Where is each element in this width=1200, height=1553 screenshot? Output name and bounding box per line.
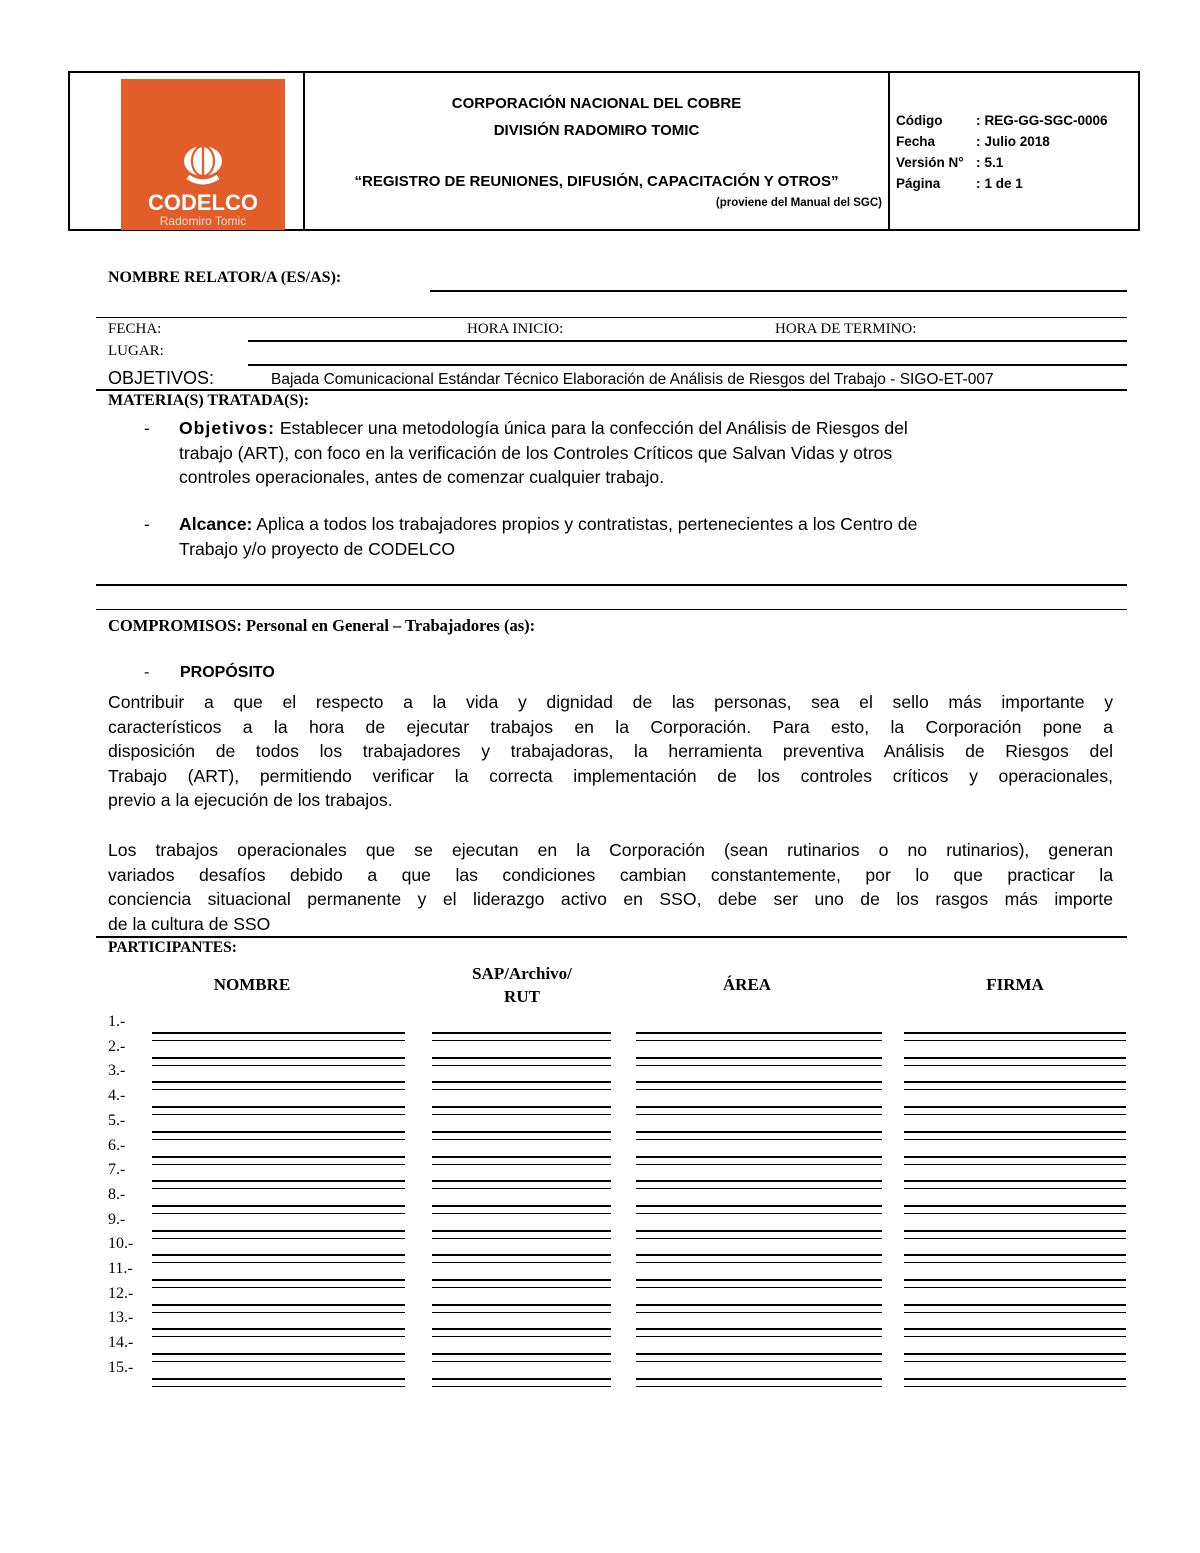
compromisos-label: COMPROMISOS: Personal en General – Trabajadores (as): [108, 616, 536, 635]
materia-line [179, 416, 1099, 441]
participant-area-line [636, 1386, 882, 1387]
participant-nombre-line[interactable] [152, 1353, 405, 1355]
paragraph-line: Contribuir a que el respecto a la vida y dignidad de las personas, sea el sello más importante y [108, 692, 1113, 712]
participant-area-line [636, 1188, 882, 1189]
participant-row-number: 5.- [108, 1111, 126, 1129]
meta-value: REG-GG-SGC-0006 [984, 113, 1108, 128]
meta-value: 1 de 1 [984, 176, 1023, 191]
participant-nombre-line [152, 1386, 405, 1387]
section-rule [96, 609, 1127, 610]
participant-sap-line [432, 1361, 611, 1362]
col-header-area: ÁREA [722, 975, 772, 994]
participant-area-line[interactable] [636, 1131, 882, 1133]
participant-area-line [636, 1287, 882, 1288]
participant-row-number: 2.- [108, 1037, 126, 1055]
paragraph-line: conciencia situacional permanente y el liderazgo activo en SSO, debe ser uno de los rasgos más importe [108, 889, 1113, 909]
participant-sap-line [432, 1040, 611, 1041]
participant-nombre-line[interactable] [152, 1254, 405, 1256]
lugar-label: LUGAR: [108, 343, 164, 359]
participant-area-line[interactable] [636, 1230, 882, 1232]
meta-row [896, 152, 1112, 173]
proposito-paragraph-1 [108, 690, 1113, 813]
participant-firma-line [904, 1114, 1126, 1115]
lugar-input-line[interactable] [248, 364, 1127, 366]
participant-area-line [636, 1262, 882, 1263]
participant-sap-line [432, 1089, 611, 1090]
participant-area-line[interactable] [636, 1205, 882, 1207]
meta-label: Versión N° [896, 155, 964, 170]
participant-firma-line [904, 1287, 1126, 1288]
hora-termino-label: HORA DE TERMINO: [775, 321, 917, 337]
fecha-label: FECHA: [108, 321, 162, 337]
participant-sap-line[interactable] [432, 1230, 611, 1232]
meta-row [896, 173, 1112, 194]
participant-area-line[interactable] [636, 1081, 882, 1083]
participant-sap-line[interactable] [432, 1131, 611, 1133]
participant-sap-line[interactable] [432, 1328, 611, 1330]
participant-sap-line[interactable] [432, 1156, 611, 1158]
paragraph-line: característicos a la hora de ejecutar trabajos en la Corporación. Para esto, la Corporación pone a [108, 716, 1113, 737]
participant-firma-line [904, 1139, 1126, 1140]
participant-sap-line[interactable] [432, 1180, 611, 1182]
participant-area-line[interactable] [636, 1156, 882, 1158]
participant-nombre-line[interactable] [152, 1081, 405, 1083]
participant-area-line[interactable] [636, 1032, 882, 1034]
participant-area-line[interactable] [636, 1180, 882, 1182]
participant-area-line [636, 1336, 882, 1337]
participant-area-line [636, 1139, 882, 1140]
participant-area-line[interactable] [636, 1328, 882, 1330]
participant-row-number: 4.- [108, 1087, 126, 1105]
participant-sap-line[interactable] [432, 1032, 611, 1034]
participant-area-line [636, 1089, 882, 1090]
participant-firma-line[interactable] [904, 1279, 1126, 1281]
participant-firma-line[interactable] [904, 1131, 1126, 1133]
hora-inicio-label: HORA INICIO: [467, 321, 564, 337]
document-meta [896, 110, 1112, 194]
meta-row [896, 131, 1112, 152]
materia-item-title: Objetivos: [179, 418, 276, 438]
participant-nombre-line[interactable] [152, 1156, 405, 1158]
document-header [68, 71, 1140, 231]
participant-area-line[interactable] [636, 1057, 882, 1059]
division-name: DIVISIÓN RADOMIRO TOMIC [493, 122, 700, 139]
proposito-paragraph-2 [108, 838, 1113, 936]
materia-line [179, 512, 1099, 537]
col-header-sap-line: SAP/Archivo/ [472, 964, 572, 983]
participant-firma-line [904, 1238, 1126, 1239]
participant-row-number: 1.- [108, 1013, 126, 1030]
participant-firma-line [904, 1361, 1126, 1362]
section-rule [96, 317, 1127, 318]
participant-nombre-line[interactable] [152, 1057, 405, 1059]
participant-firma-line[interactable] [904, 1180, 1126, 1182]
participant-row-number: 3.- [108, 1062, 126, 1080]
relator-input-line[interactable] [430, 290, 1127, 292]
participant-area-line [636, 1164, 882, 1165]
section-rule [96, 584, 1127, 586]
participant-nombre-line[interactable] [152, 1230, 405, 1232]
materia-line: trabajo (ART), con foco en la verificación de los Controles Críticos que Salvan Vidas y otros [179, 442, 893, 463]
participant-nombre-line[interactable] [152, 1205, 405, 1207]
materia-bullet: - [144, 514, 150, 534]
materia-item-alcance [179, 512, 1099, 561]
materia-item-text: Establecer una metodología única para la confección del Análisis de Riesgos del [275, 418, 908, 438]
meta-row [896, 110, 1112, 131]
participant-firma-line [904, 1336, 1126, 1337]
participant-firma-line[interactable] [904, 1057, 1126, 1059]
participant-sap-line[interactable] [432, 1081, 611, 1083]
participant-nombre-line[interactable] [152, 1032, 405, 1034]
participant-area-line[interactable] [636, 1254, 882, 1256]
proposito-title: PROPÓSITO [180, 664, 275, 681]
participant-nombre-line [152, 1262, 405, 1263]
paragraph-line: previo a la ejecución de los trabajos. [108, 790, 393, 810]
section-rule [96, 936, 1127, 938]
participant-firma-line[interactable] [904, 1353, 1126, 1355]
paragraph-line: variados desafíos debido a que las condiciones cambian constantemente, por lo que practicar la [108, 864, 1113, 885]
participant-firma-line[interactable] [904, 1328, 1126, 1330]
objetivos-input-line [96, 389, 1127, 391]
relator-label: NOMBRE RELATOR/A (ES/AS): [108, 269, 342, 286]
participant-sap-line [432, 1114, 611, 1115]
participant-firma-line[interactable] [904, 1254, 1126, 1256]
participant-sap-line [432, 1262, 611, 1263]
participant-nombre-line [152, 1213, 405, 1214]
participant-area-line [636, 1361, 882, 1362]
participant-area-line [636, 1040, 882, 1041]
meta-sep: : [976, 134, 981, 149]
meta-value: 5.1 [984, 155, 1004, 170]
participant-row-number: 13.- [108, 1309, 134, 1327]
paragraph-line: disposición de todos los trabajadores y trabajadoras, la herramienta preventiva Análisis de Riesgos del [108, 741, 1113, 761]
participant-row-number: 8.- [108, 1185, 126, 1203]
participant-row-number: 9.- [108, 1210, 126, 1228]
participant-area-line[interactable] [636, 1279, 882, 1281]
col-header-firma: FIRMA [986, 975, 1044, 994]
participant-nombre-line[interactable] [152, 1328, 405, 1330]
participant-firma-line [904, 1089, 1126, 1090]
participant-area-line [636, 1312, 882, 1313]
participant-firma-line[interactable] [904, 1205, 1126, 1207]
col-header-sap-line: RUT [504, 987, 540, 1006]
participant-firma-line[interactable] [904, 1081, 1126, 1083]
meta-sep: : [976, 176, 981, 191]
logo-subtitle: Radomiro Tomic [159, 214, 247, 228]
participant-nombre-line [152, 1040, 405, 1041]
meta-label: Código [896, 113, 943, 128]
participant-sap-line[interactable] [432, 1254, 611, 1256]
participant-row-number: 12.- [108, 1284, 134, 1302]
participant-firma-line[interactable] [904, 1032, 1126, 1034]
participantes-label: PARTICIPANTES: [108, 939, 237, 956]
meta-sep: : [976, 113, 981, 128]
materia-line: Trabajo y/o proyecto de CODELCO [179, 538, 456, 559]
participant-nombre-line[interactable] [152, 1131, 405, 1133]
objetivos-value: Bajada Comunicacional Estándar Técnico Elaboración de Análisis de Riesgos del Trabajo - SIGO-ET-007 [271, 371, 994, 388]
participant-firma-line[interactable] [904, 1378, 1126, 1380]
participant-firma-line [904, 1164, 1126, 1165]
participant-nombre-line [152, 1164, 405, 1165]
participant-sap-line [432, 1213, 611, 1214]
participant-sap-line [432, 1336, 611, 1337]
participant-area-line[interactable] [636, 1353, 882, 1355]
participant-firma-line[interactable] [904, 1106, 1126, 1108]
org-name: CORPORACIÓN NACIONAL DEL COBRE [451, 95, 742, 112]
participant-firma-line [904, 1065, 1126, 1066]
col-header-sap [432, 962, 612, 1008]
participant-area-line[interactable] [636, 1106, 882, 1108]
participant-row-number: 15.- [108, 1358, 134, 1376]
participant-sap-line [432, 1312, 611, 1313]
participant-nombre-line[interactable] [152, 1180, 405, 1182]
meta-label: Fecha [896, 134, 936, 149]
materia-item-text: Aplica a todos los trabajadores propios y contratistas, pertenecientes a los Centro de [252, 514, 918, 534]
col-header-nombre: NOMBRE [213, 975, 291, 994]
participant-sap-line[interactable] [432, 1205, 611, 1207]
participant-nombre-line [152, 1312, 405, 1313]
meta-label: Página [896, 176, 941, 191]
participant-sap-line [432, 1139, 611, 1140]
participant-sap-line [432, 1287, 611, 1288]
participant-area-line [636, 1114, 882, 1115]
participant-firma-line[interactable] [904, 1156, 1126, 1158]
participant-nombre-line [152, 1089, 405, 1090]
codelco-logo [121, 79, 285, 230]
participant-firma-line [904, 1213, 1126, 1214]
participant-nombre-line [152, 1188, 405, 1189]
paragraph-line: de la cultura de SSO [108, 913, 271, 934]
participant-area-line[interactable] [636, 1378, 882, 1380]
participant-firma-line [904, 1386, 1126, 1387]
participant-nombre-line [152, 1139, 405, 1140]
participant-firma-line [904, 1312, 1126, 1313]
participant-area-line [636, 1238, 882, 1239]
participant-sap-line [432, 1188, 611, 1189]
header-divider [888, 73, 890, 229]
participant-nombre-line [152, 1065, 405, 1066]
document-title: “REGISTRO DE REUNIONES, DIFUSIÓN, CAPACITACIÓN Y OTROS” [354, 173, 839, 190]
participant-sap-line[interactable] [432, 1304, 611, 1306]
participant-nombre-line[interactable] [152, 1106, 405, 1108]
participant-row-number: 11.- [108, 1260, 133, 1277]
meta-sep: : [976, 155, 981, 170]
paragraph-line: Los trabajos operacionales que se ejecutan en la Corporación (sean rutinarios o no rutinarios), generan [108, 840, 1113, 860]
participant-nombre-line[interactable] [152, 1279, 405, 1281]
participant-nombre-line [152, 1361, 405, 1362]
participant-sap-line[interactable] [432, 1057, 611, 1059]
participant-area-line [636, 1065, 882, 1066]
participant-sap-line[interactable] [432, 1353, 611, 1355]
participant-sap-line [432, 1164, 611, 1165]
participant-sap-line [432, 1065, 611, 1066]
participant-sap-line[interactable] [432, 1279, 611, 1281]
participant-area-line [636, 1213, 882, 1214]
paragraph-line: Trabajo (ART), permitiendo verificar la correcta implementación de los controles críticos y operacionales, [108, 765, 1113, 786]
materia-item-title: Alcance: [179, 514, 253, 534]
participant-nombre-line[interactable] [152, 1378, 405, 1380]
participant-firma-line[interactable] [904, 1230, 1126, 1232]
materia-label: MATERIA(S) TRATADA(S): [108, 392, 310, 409]
document-source: (proviene del Manual del SGC) [715, 197, 882, 209]
participant-firma-line [904, 1040, 1126, 1041]
meta-value: Julio 2018 [984, 134, 1050, 149]
participant-firma-line[interactable] [904, 1304, 1126, 1306]
materia-item-objetivos [179, 416, 1099, 490]
participant-firma-line [904, 1188, 1126, 1189]
participant-row-number: 14.- [108, 1334, 134, 1352]
participant-nombre-line [152, 1287, 405, 1288]
participant-nombre-line [152, 1238, 405, 1239]
participant-row-number: 10.- [108, 1235, 134, 1253]
participant-sap-line [432, 1386, 611, 1387]
participant-nombre-line [152, 1114, 405, 1115]
participant-nombre-line[interactable] [152, 1304, 405, 1306]
proposito-bullet: - [144, 664, 150, 681]
participant-row-number: 6.- [108, 1136, 126, 1154]
materia-line: controles operacionales, antes de comenzar cualquier trabajo. [179, 467, 665, 487]
codelco-emblem-icon [178, 141, 228, 191]
participant-area-line[interactable] [636, 1304, 882, 1306]
participant-firma-line [904, 1262, 1126, 1263]
participant-sap-line[interactable] [432, 1378, 611, 1380]
logo-name: CODELCO [148, 190, 258, 215]
objetivos-label: OBJETIVOS: [108, 368, 215, 388]
fecha-input-line[interactable] [248, 340, 1127, 342]
participant-nombre-line [152, 1336, 405, 1337]
materia-bullet: - [144, 418, 150, 438]
participant-sap-line [432, 1238, 611, 1239]
participant-row-number: 7.- [108, 1161, 126, 1179]
participant-sap-line[interactable] [432, 1106, 611, 1108]
